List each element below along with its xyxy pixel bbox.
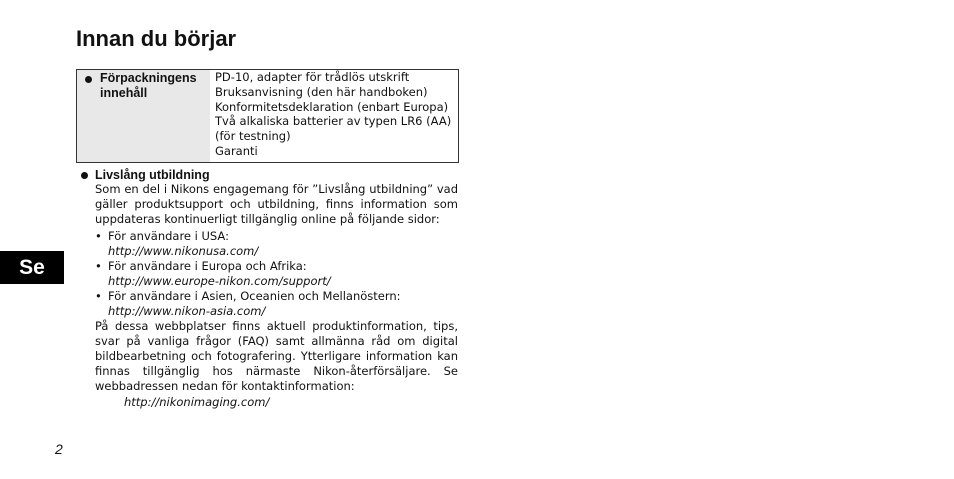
package-contents-box [76, 69, 459, 163]
page-title: Innan du börjar [76, 26, 237, 51]
intro-paragraph: Som en del i Nikons engagemang för ”Livslång utbildning” vad gäller produktsupport och utbildning, finns information som uppdateras kontinuerligt tillgänglig online på följande sidor: [95, 182, 458, 226]
bullet-icon: • [95, 259, 102, 273]
package-contents-label [100, 71, 197, 101]
outro-paragraph: På dessa webbplatser finns aktuell produktinformation, tips, svar på vanliga frågor (FAQ) samt allmänna råd om digital bildbearbetning och fotografering. Ytterligare information kan finnas tillgänglig hos närmaste Nikon-återförsäljare. Se webbadressen nedan för kontaktinformation: [95, 319, 458, 393]
package-item: Konformitetsdeklaration (enbart Europa) [215, 99, 449, 114]
bullet-dot-icon [85, 76, 92, 83]
package-contents-label-cell [77, 70, 210, 162]
bullet-icon: • [95, 289, 102, 303]
region-label: För användare i Europa och Afrika: [108, 259, 307, 273]
region-list [95, 229, 458, 319]
region-label: För användare i Asien, Oceanien och Mellanöstern: [108, 289, 401, 303]
package-item: PD-10, adapter för trådlös utskrift [215, 70, 410, 84]
region-url[interactable]: http://www.europe-nikon.com/support/ [108, 274, 331, 288]
list-item [95, 229, 458, 259]
list-item [95, 259, 458, 289]
package-item: Bruksanvisning (den här handboken) [215, 84, 428, 99]
package-contents-list [215, 70, 457, 159]
package-item: Två alkaliska batterier av typen LR6 (AA) (för testning) [215, 114, 452, 144]
region-label: För användare i USA: [108, 229, 229, 243]
list-item [95, 289, 458, 319]
package-contents-label-line: innehåll [100, 86, 148, 100]
package-item: Garanti [215, 143, 258, 158]
package-contents-label-line: Förpackningens [100, 71, 197, 85]
contact-url[interactable]: http://nikonimaging.com/ [124, 395, 270, 409]
section-heading: Livslång utbildning [95, 168, 210, 182]
region-url[interactable]: http://www.nikonusa.com/ [108, 244, 259, 258]
page-number: 2 [55, 441, 63, 457]
language-tab: Se [0, 251, 64, 284]
bullet-dot-icon [81, 172, 88, 179]
bullet-icon: • [95, 229, 102, 243]
region-url[interactable]: http://www.nikon-asia.com/ [108, 304, 266, 318]
